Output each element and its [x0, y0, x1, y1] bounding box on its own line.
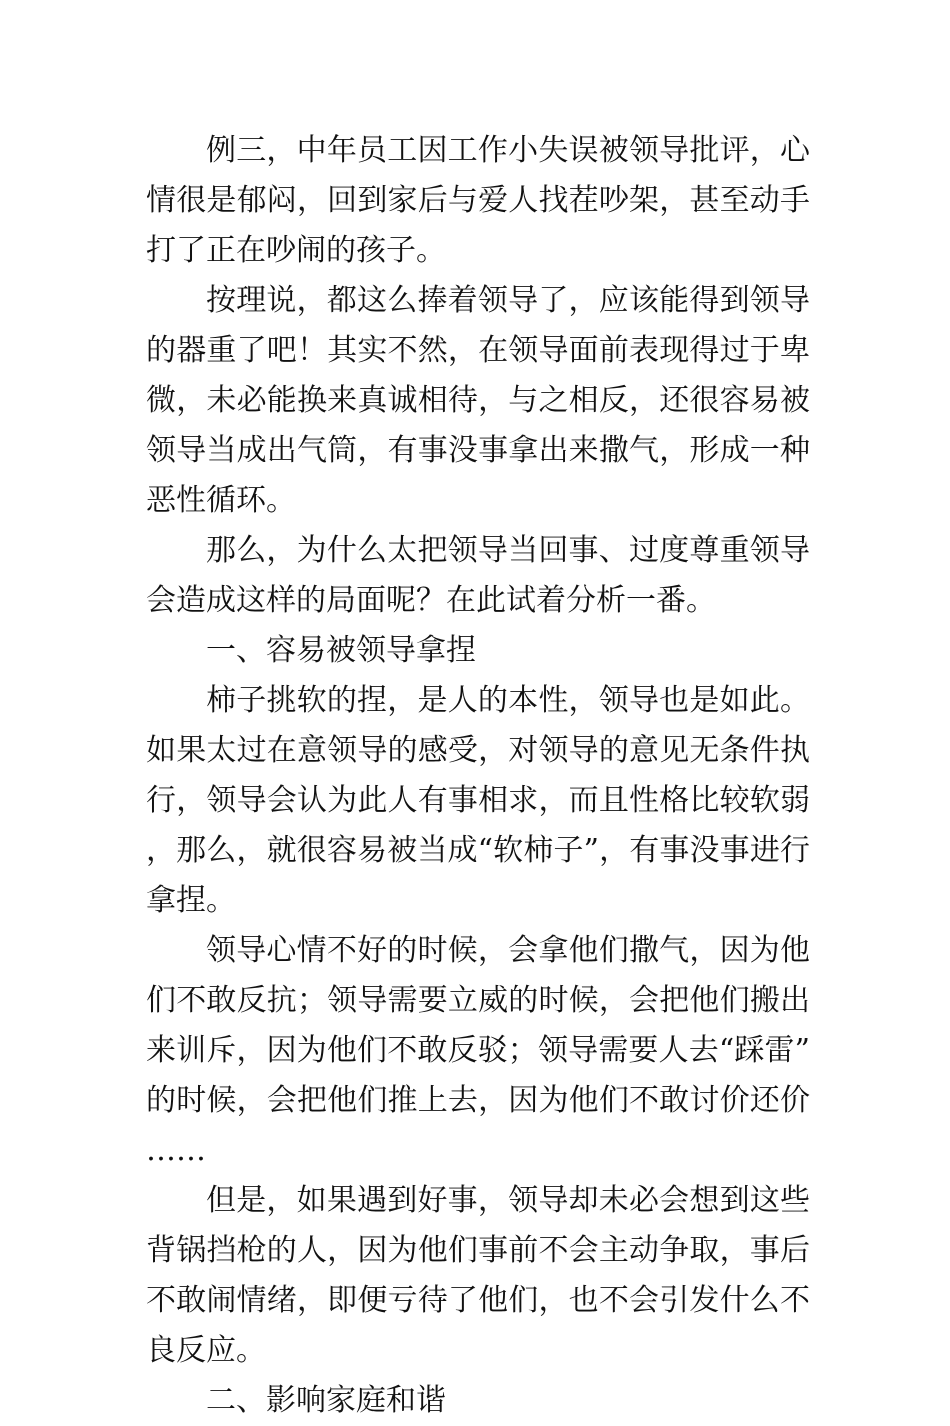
paragraph-good-things: 但是，如果遇到好事，领导却未必会想到这些背锅挡枪的人，因为他们事前不会主动争取，事后不敢闹情绪，即便亏待了他们，也不会引发什么不良反应。: [146, 1183, 810, 1368]
paragraph-question: 那么，为什么太把领导当回事、过度尊重领导会造成这样的局面呢？在此试着分析一番。: [146, 533, 810, 618]
paragraph-soft-persimmon: 柿子挑软的捏，是人的本性，领导也是如此。如果太过在意领导的感受，对领导的意见无条件执行，领导会认为此人有事相求，而且性格比较软弱，那么，就很容易被当成“软柿子”，有事没事进行拿捏。: [146, 683, 810, 918]
paragraph-reasoning: 按理说，都这么捧着领导了，应该能得到领导的器重了吧！其实不然，在领导面前表现得过于卑微，未必能换来真诚相待，与之相反，还很容易被领导当成出气筒，有事没事拿出来撒气，形成一种恶性循环。: [146, 283, 810, 518]
section-heading-one: 一、容易被领导拿捏: [206, 633, 476, 668]
paragraph-leader-mood: 领导心情不好的时候，会拿他们撒气，因为他们不敢反抗；领导需要立威的时候，会把他们搬出来训斥，因为他们不敢反驳；领导需要人去“踩雷”的时候，会把他们推上去，因为他们不敢讨价还价……: [146, 933, 810, 1168]
document-body: [146, 126, 810, 1426]
paragraph-example-three: 例三，中年员工因工作小失误被领导批评，心情很是郁闷，回到家后与爱人找茬吵架，甚至动手打了正在吵闹的孩子。: [146, 133, 810, 268]
section-heading-two: 二、影响家庭和谐: [206, 1383, 446, 1418]
